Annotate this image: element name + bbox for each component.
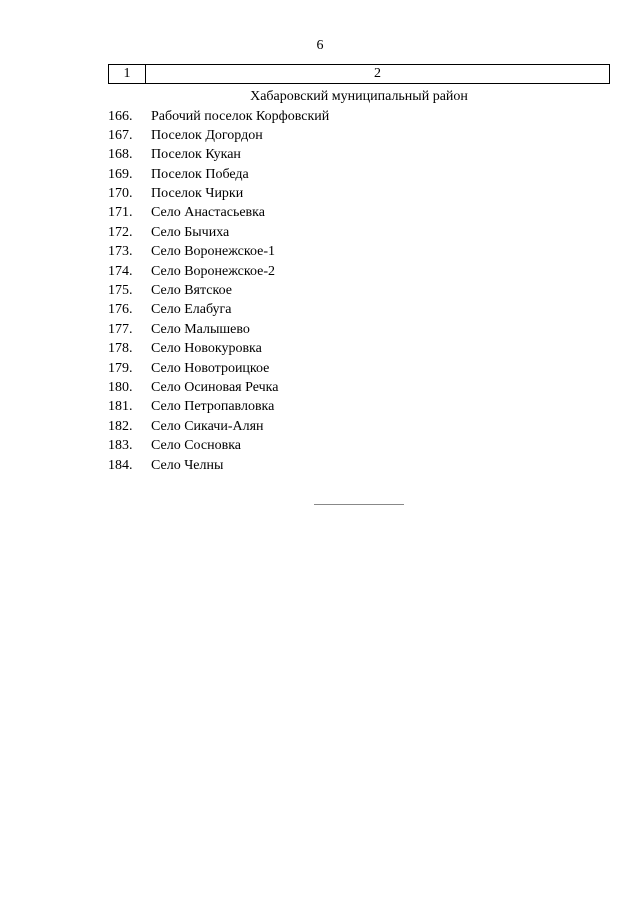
entry-number: 171.: [108, 205, 133, 221]
entry-name: Село Воронежское-2: [151, 263, 276, 279]
entry-name: Село Вятское: [151, 283, 232, 299]
entry-number: 167.: [108, 127, 133, 143]
entry-number: 177.: [108, 321, 133, 337]
end-divider: [314, 504, 404, 505]
entry-number: 180.: [108, 379, 133, 395]
list-item: [108, 126, 329, 145]
entry-name: Село Малышево: [151, 321, 250, 337]
list-item: [108, 184, 329, 203]
entry-number: 169.: [108, 166, 133, 182]
entry-name: Село Петропавловка: [151, 399, 275, 415]
column-header-table: [108, 64, 610, 84]
entry-name: Село Анастасьевка: [151, 205, 265, 221]
list-item: [108, 417, 329, 436]
entry-name: Поселок Догордон: [151, 127, 263, 143]
entry-name: Село Елабуга: [151, 302, 232, 318]
entry-name: Село Бычиха: [151, 224, 230, 240]
list-item: [108, 397, 329, 416]
entry-name: Село Сикачи-Алян: [151, 418, 264, 434]
list-item: [108, 145, 329, 164]
column-header-2: 2: [146, 65, 610, 84]
entry-name: Село Челны: [151, 457, 224, 473]
entry-number: 175.: [108, 283, 133, 299]
entry-number: 184.: [108, 457, 133, 473]
list-item: [108, 242, 329, 261]
entry-name: Поселок Победа: [151, 166, 249, 182]
entry-name: Село Новокуровка: [151, 341, 262, 357]
entry-number: 172.: [108, 224, 133, 240]
entry-name: Поселок Чирки: [151, 186, 244, 202]
entry-number: 182.: [108, 418, 133, 434]
list-item: [108, 262, 329, 281]
list-item: [108, 320, 329, 339]
list-item: [108, 281, 329, 300]
entry-number: 173.: [108, 244, 133, 260]
entry-number: 183.: [108, 438, 133, 454]
entry-number: 166.: [108, 108, 133, 124]
list-item: [108, 359, 329, 378]
entry-number: 181.: [108, 399, 133, 415]
list-item: [108, 107, 329, 126]
entry-number: 170.: [108, 186, 133, 202]
entry-name: Село Воронежское-1: [151, 244, 276, 260]
list-item: [108, 339, 329, 358]
entry-number: 168.: [108, 147, 133, 163]
list-item: [108, 456, 329, 475]
entry-number: 176.: [108, 302, 133, 318]
entry-name: Село Новотроицкое: [151, 360, 270, 376]
entry-number: 179.: [108, 360, 133, 376]
column-header-1: 1: [109, 65, 146, 84]
column-header-row: [109, 65, 610, 84]
entry-name: Рабочий поселок Корфовский: [151, 108, 330, 124]
list-item: [108, 165, 329, 184]
settlement-list: [108, 107, 329, 475]
entry-number: 178.: [108, 341, 133, 357]
list-item: [108, 223, 329, 242]
list-item: [108, 300, 329, 319]
entry-number: 174.: [108, 263, 133, 279]
page-number: 6: [316, 38, 324, 53]
entry-name: Поселок Кукан: [151, 147, 241, 163]
list-item: [108, 378, 329, 397]
list-item: [108, 436, 329, 455]
list-item: [108, 203, 329, 222]
entry-name: Село Сосновка: [151, 438, 242, 454]
district-title: Хабаровский муниципальный район: [250, 89, 468, 104]
entry-name: Село Осиновая Речка: [151, 379, 279, 395]
